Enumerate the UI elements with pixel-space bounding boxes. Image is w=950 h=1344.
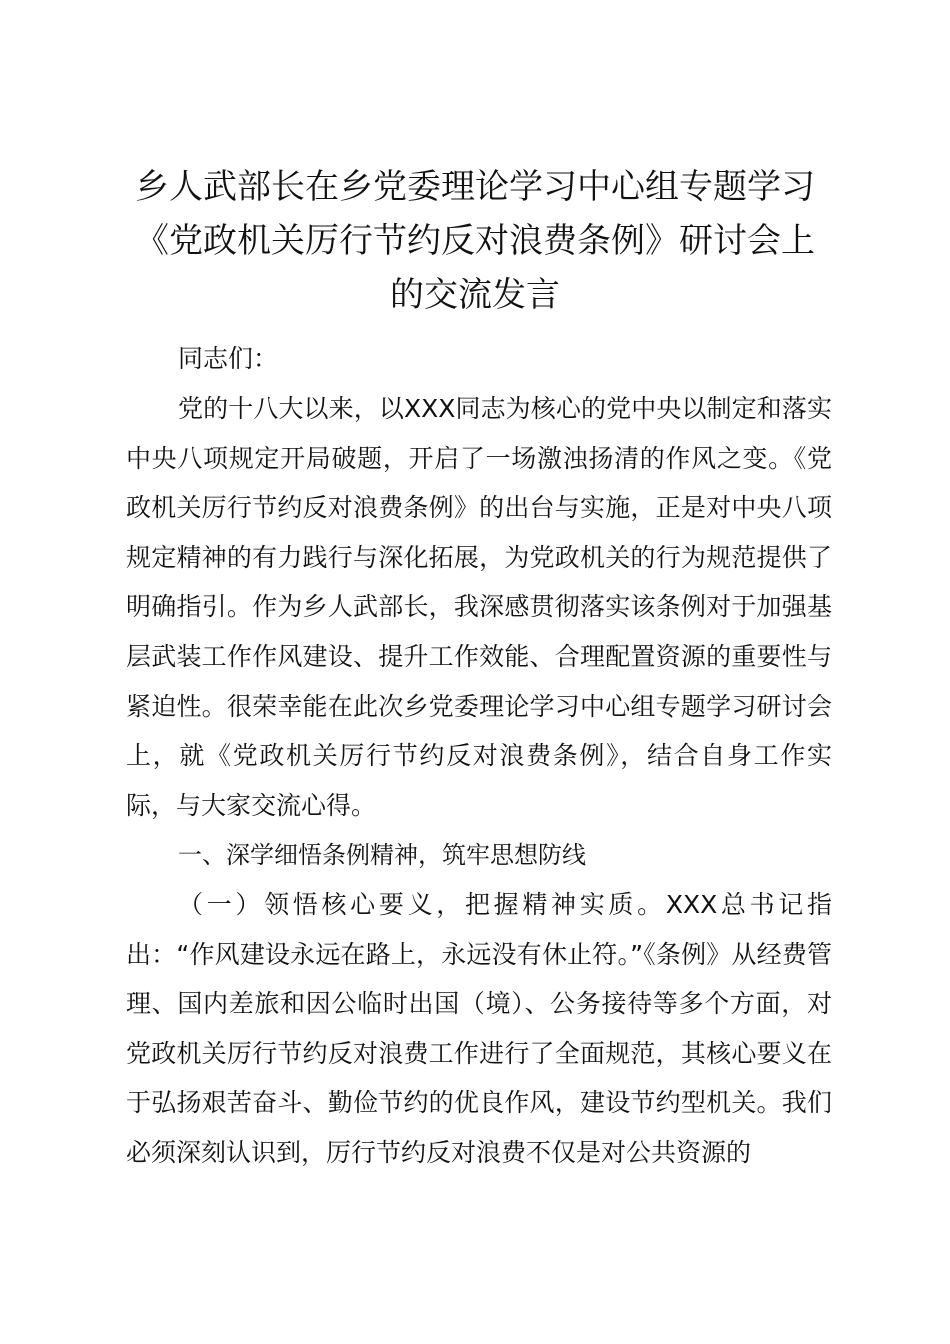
title-line-1: 乡人武部长在乡党委理论学习中心组专题学习	[135, 167, 815, 207]
body-paragraph: 党的十八大以来，以XXX同志为核心的党中央以制定和落实中央八项规定开局破题，开启了一场激浊扬清的作风之变。《党政机关厉行节约反对浪费条例》的出台与实施，正是对中央八项规定精神的有力践行与深化拓展，为党政机关的行为规范提供了明确指引。作为乡人武部长，我深感贯彻落实该条例对于加强基层武装工作作风建设、提升工作效能、合理配置资源的重要性与紧迫性。很荣幸能在此次乡党委理论学习中心组专题学习研讨会上，就《党政机关厉行节约反对浪费条例》，结合自身工作实际，与大家交流心得。	[126, 394, 832, 820]
salutation: 同志们：	[178, 344, 279, 373]
title-line-3: 的交流发言	[390, 275, 560, 315]
body-paragraph: （一）领悟核心要义，把握精神实质。XXX总书记指出：“作风建设永远在路上，永远没有休止符。”《条例》从经费管理、国内差旅和因公临时出国（境）、公务接待等多个方面，对党政机关厉行节约反对浪费工作进行了全面规范，其核心要义在于弘扬艰苦奋斗、勤俭节约的优良作风，建设节约型机关。我们必须深刻认识到，厉行节约反对浪费不仅是对公共资源的	[126, 890, 832, 1167]
section-heading: 一、深学细悟条例精神，筑牢思想防线	[178, 841, 586, 869]
document-title	[118, 160, 832, 322]
title-line-2: 《党政机关厉行节约反对浪费条例》研讨会上	[135, 221, 815, 261]
